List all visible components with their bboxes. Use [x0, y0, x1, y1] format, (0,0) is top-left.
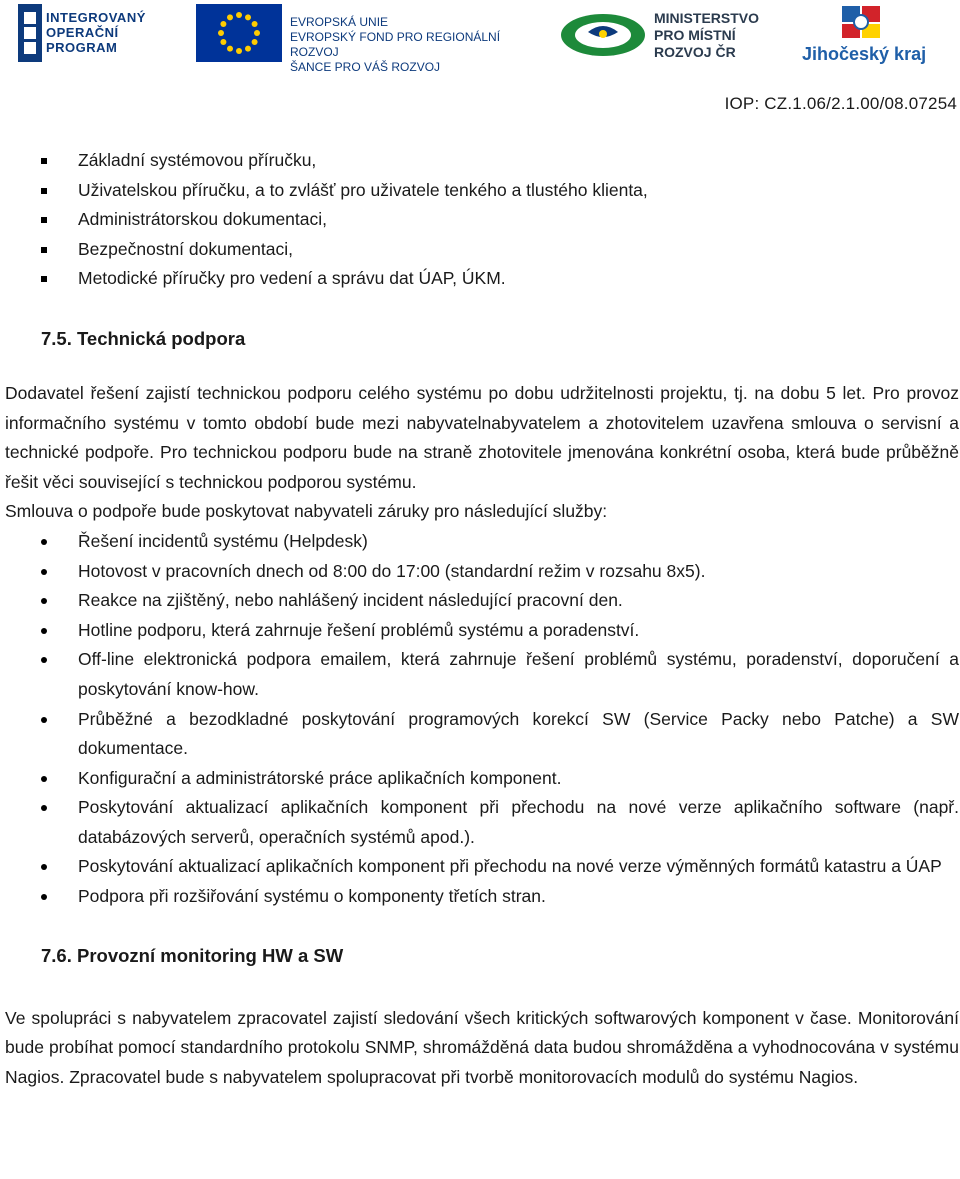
- list-item: Poskytování aktualizací aplikačních komponent při přechodu na nové verze výměnných formátů katastru a ÚAP: [5, 852, 959, 882]
- project-code: IOP: CZ.1.06/2.1.00/08.07254: [724, 94, 957, 113]
- paragraph: Ve spolupráci s nabyvatelem zpracovatel zajistí sledování všech kritických softwarových komponent v čase. Monitorování bude probíhat pomocí standardního protokolu SNMP, shromážděná data budou shromážděna a vyhodnocována v systému Nagios. Zpracovatel bude s nabyvatelem spolupracovat při tvorbě monitorovacích modulů do systému Nagios.: [5, 1007, 959, 1087]
- kraj-emblem-icon: [840, 4, 884, 42]
- mmr-logo-line: MINISTERSTVO: [654, 10, 760, 26]
- mmr-logo-line: PRO MÍSTNÍ: [654, 27, 736, 43]
- mmr-emblem-icon: [558, 12, 648, 58]
- section-title: Technická podpora: [77, 327, 246, 349]
- list-item: Poskytování aktualizací aplikačních komponent při přechodu na nové verze aplikačního software (např. databázových serverů, operačních systémů apod.).: [5, 793, 959, 852]
- eu-logo-line: EVROPSKÁ UNIE: [290, 15, 389, 29]
- document-body: [5, 146, 959, 1092]
- list-item: Řešení incidentů systému (Helpdesk): [5, 527, 959, 557]
- page-header: [0, 0, 960, 80]
- iop-logo-line: OPERAČNÍ: [46, 25, 119, 40]
- eu-logo-line: ŠANCE PRO VÁŠ ROZVOJ: [290, 60, 441, 74]
- mmr-logo-line: ROZVOJ ČR: [654, 44, 736, 60]
- documentation-list: [5, 146, 959, 294]
- list-item: Metodické příručky pro vedení a správu dat ÚAP, ÚKM.: [5, 264, 959, 294]
- list-item: Bezpečnostní dokumentaci,: [5, 235, 959, 265]
- list-item: Podpora při rozšiřování systému o komponenty třetích stran.: [5, 882, 959, 912]
- eu-flag-icon: [196, 4, 282, 62]
- list-item: Off-line elektronická podpora emailem, která zahrnuje řešení problémů systému, poradenství, doporučení a poskytování know-how.: [5, 645, 959, 704]
- list-item: Konfigurační a administrátorské práce aplikačních komponent.: [5, 764, 959, 794]
- list-item: Reakce na zjištěný, nebo nahlášený incident následující pracovní den.: [5, 586, 959, 616]
- list-item: Hotline podporu, která zahrnuje řešení problémů systému a poradenství.: [5, 616, 959, 646]
- list-item: Uživatelskou příručku, a to zvlášť pro uživatele tenkého a tlustého klienta,: [5, 176, 959, 206]
- mmr-logo: [558, 4, 790, 68]
- services-list: [5, 527, 959, 912]
- section-number: 7.6.: [41, 944, 72, 966]
- list-item: Administrátorskou dokumentaci,: [5, 205, 959, 235]
- jihocesky-kraj-logo: [798, 4, 960, 68]
- iop-logo-mark: [18, 4, 42, 62]
- iop-logo: [18, 4, 178, 66]
- paragraph: Dodavatel řešení zajistí technickou podporu celého systému po dobu udržitelnosti projektu, tj. na dobu 5 let. Pro provoz informačního systému v tomto období bude mezi nabyvatelnabyvatelem a zhotovitelem uzavřena smlouva o servisní a technické podpoře. Pro technickou podporu bude na straně zhotovitele jmenována konkrétní osoba, která bude průběžně řešit věci související s technickou podporou systému.: [5, 382, 959, 492]
- list-item: Průběžné a bezodkladné poskytování programových korekcí SW (Service Packy nebo Patche) a SW dokumentace.: [5, 705, 959, 764]
- section-heading: [5, 941, 959, 971]
- list-item: Základní systémovou příručku,: [5, 146, 959, 176]
- iop-logo-line: PROGRAM: [46, 40, 118, 55]
- paragraph: Smlouva o podpoře bude poskytovat nabyvateli záruky pro následující služby:: [5, 501, 608, 522]
- list-item: Hotovost v pracovních dnech od 8:00 do 17:00 (standardní režim v rozsahu 8x5).: [5, 557, 959, 587]
- eu-logo-line: EVROPSKÝ FOND PRO REGIONÁLNÍ ROZVOJ: [290, 30, 501, 59]
- eu-logo: [196, 4, 542, 74]
- section-title: Provozní monitoring HW a SW: [77, 944, 344, 966]
- section-number: 7.5.: [41, 327, 72, 349]
- section-heading: [5, 324, 959, 354]
- kraj-logo-name: Jihočeský kraj: [802, 44, 927, 64]
- iop-logo-line: INTEGROVANÝ: [46, 10, 146, 25]
